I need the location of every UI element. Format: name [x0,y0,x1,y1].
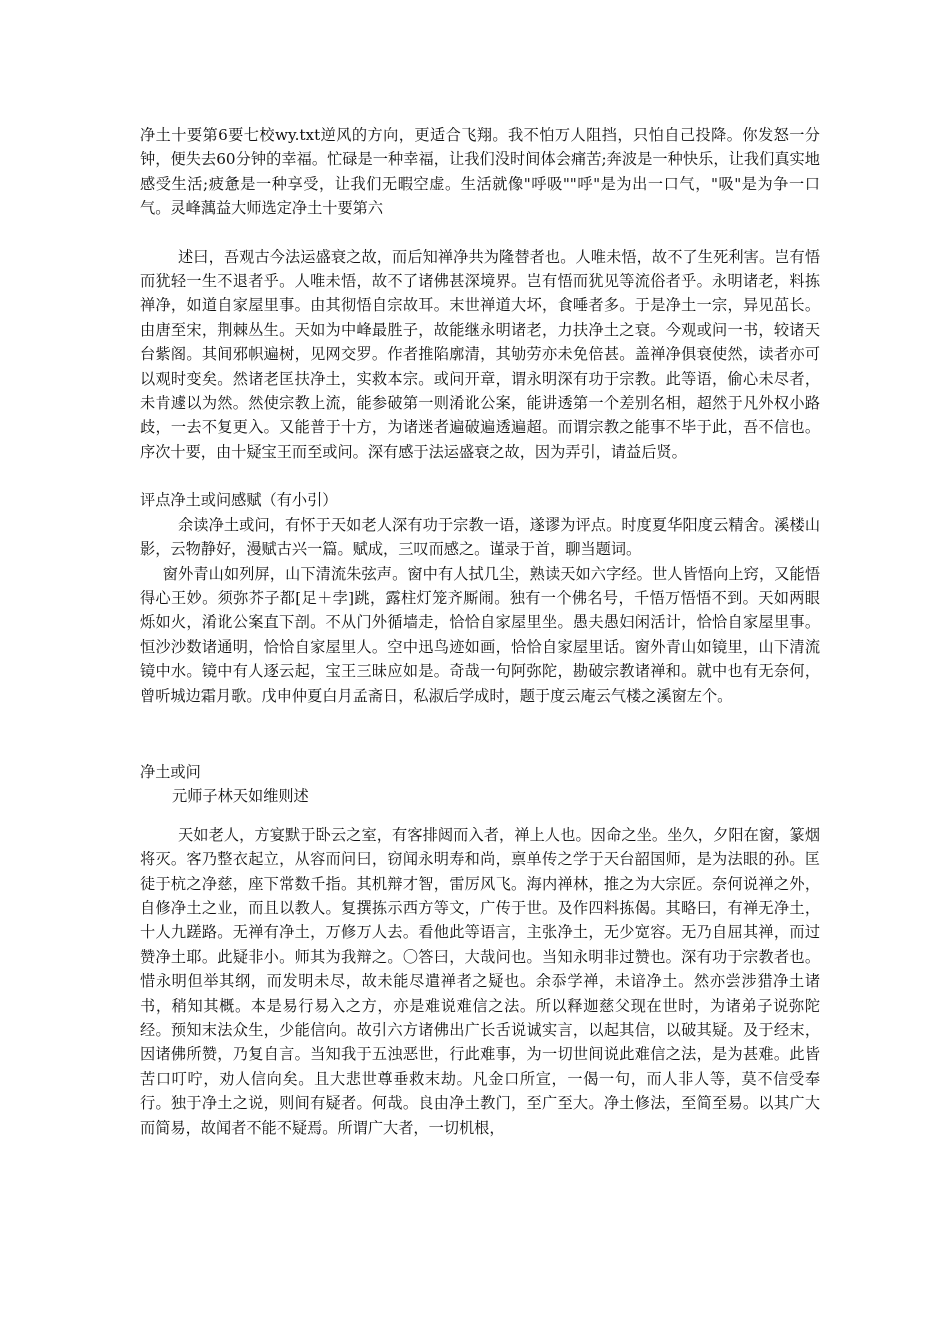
main-text-paragraph: 天如老人，方宴默于卧云之室，有客排闼而入者，禅上人也。因命之坐。坐久，夕阳在窗，篆烟将灭。客乃整衣起立，从容而问曰，窃闻永明寿和尚，禀单传之学于天台韶国师，是为法眼的孙。匡徒于杭之净慈，座下常数千指。其机辩才智，雷厉风飞。海内禅林，推之为大宗匠。奈何说禅之外，自修净土之业，而且以教人。复撰拣示西方等文，广传于世。及作四料拣偈。其略曰，有禅无净土，十人九蹉路。无禅有净土，万修万人去。看他此等语言，主张净土，无少宽容。无乃自屈其禅，而过赞净土耶。此疑非小。师其为我辩之。〇答曰，大哉问也。当知永明非过赞也。深有功于宗教者也。惜永明但举其纲，而发明未尽，故未能尽遣禅者之疑也。余忝学禅，未谙净土。然亦尝涉猎净土诸书，稍知其概。本是易行易入之方，亦是难说难信之法。所以释迦慈父现在世时，为诸弟子说弥陀经。预知末法众生，少能信向。故引六方诸佛出广长舌说诚实言，以起其信，以破其疑。及于经末，因诸佛所赞，乃复自言。当知我于五浊恶世，行此难事，为一切世间说此难信之法，是为甚难。此皆苦口叮咛，劝人信向矣。且大悲世尊垂救末劫。凡金口所宣，一偈一句，而人非人等，莫不信受奉行。独于净土之说，则间有疑者。何哉。良由净土教门，至广至大。净土修法，至简至易。以其广大而简易，故闻者不能不疑焉。所谓广大者，一切机根， [140,825,820,1137]
document-page [140,123,820,1140]
review-title: 评点净土或问感赋（有小引） [140,491,338,510]
author-line: 元师子林天如维则述 [172,787,309,806]
spacer [140,708,820,760]
review-poem-paragraph: 窗外青山如列屏，山下清流朱弦声。窗中有人拭几尘，熟读天如六字经。世人皆悟向上窍，又能悟得心王妙。须弥芥子都[足＋孛]跳，露柱灯笼齐厮闹。独有一个佛名号，千悟万悟悟不到。天如两眼烁如火，淆讹公案直下剖。不从门外循墙走，恰恰自家屋里坐。愚夫愚妇闲活计，恰恰自家屋里事。恒沙沙数诸通明，恰恰自家屋里人。空中迅鸟迹如画，恰恰自家屋里话。窗外青山如镜里，山下清流镜中水。镜中有人逐云起，宝王三昧应如是。奇哉一句阿弥陀，勘破宗教诸禅和。就中也有无奈何，曾听城边霜月歌。戊申仲夏白月孟斋日，私淑后学成时，题于度云庵云气楼之溪窗左个。 [140,564,820,705]
spacer [140,464,820,488]
review-intro-paragraph: 余读净土或问，有怀于天如老人深有功于宗教一语，遂谬为评点。时度夏华阳度云精舍。溪楼山影，云物静好，漫赋古兴一篇。赋成，三叹而感之。谨录于首，聊当题词。 [140,515,820,559]
main-title: 净土或问 [140,762,201,781]
spacer [140,809,820,823]
spacer [140,221,820,245]
intro-paragraph: 净土十要第6要七校wy.txt逆风的方向，更适合飞翔。我不怕万人阻挡，只怕自己投降。你发怒一分钟，便失去60分钟的幸福。忙碌是一种幸福，让我们没时间体会痛苦;奔波是一种快乐，让我们真实地感受生活;疲惫是一种享受，让我们无暇空虚。生活就像"呼吸""呼"是为出一口气，"吸"是为争一口气。灵峰蕅益大师选定净土十要第六 [140,126,820,218]
preface-paragraph: 述曰，吾观古今法运盛衰之故，而后知禅净共为隆替者也。人唯未悟，故不了生死利害。岂有悟而犹轻一生不退者乎。人唯未悟，故不了诸佛甚深境界。岂有悟而犹见等流俗者乎。永明诸老，料拣禅净，如道自家屋里事。由其彻悟自宗故耳。末世禅道大坏，食唾者多。于是净土一宗，异见茁长。由唐至宋，荆棘丛生。天如为中峰最胜子，故能继永明诸老，力扶净土之衰。今观或问一书，较诸天台紫阁。其间邪帜遍树，见网交罗。作者推陷廓清，其劬劳亦未免倍甚。盖禅净俱衰使然，读者亦可以观时变矣。然诸老匡扶净土，实救本宗。或问开章，谓永明深有功于宗教。此等语，偷心未尽者，未肯遽以为然。然使宗教上流，能参破第一则淆讹公案，能讲透第一个差别名相，超然于凡外权小路歧，一去不复更入。又能普于十方，为诸迷者遍破遍透遍超。而谓宗教之能事不毕于此，吾不信也。序次十要，由十疑宝王而至或问。深有感于法运盛衰之故，因为弄引，请益后贤。 [140,247,820,461]
